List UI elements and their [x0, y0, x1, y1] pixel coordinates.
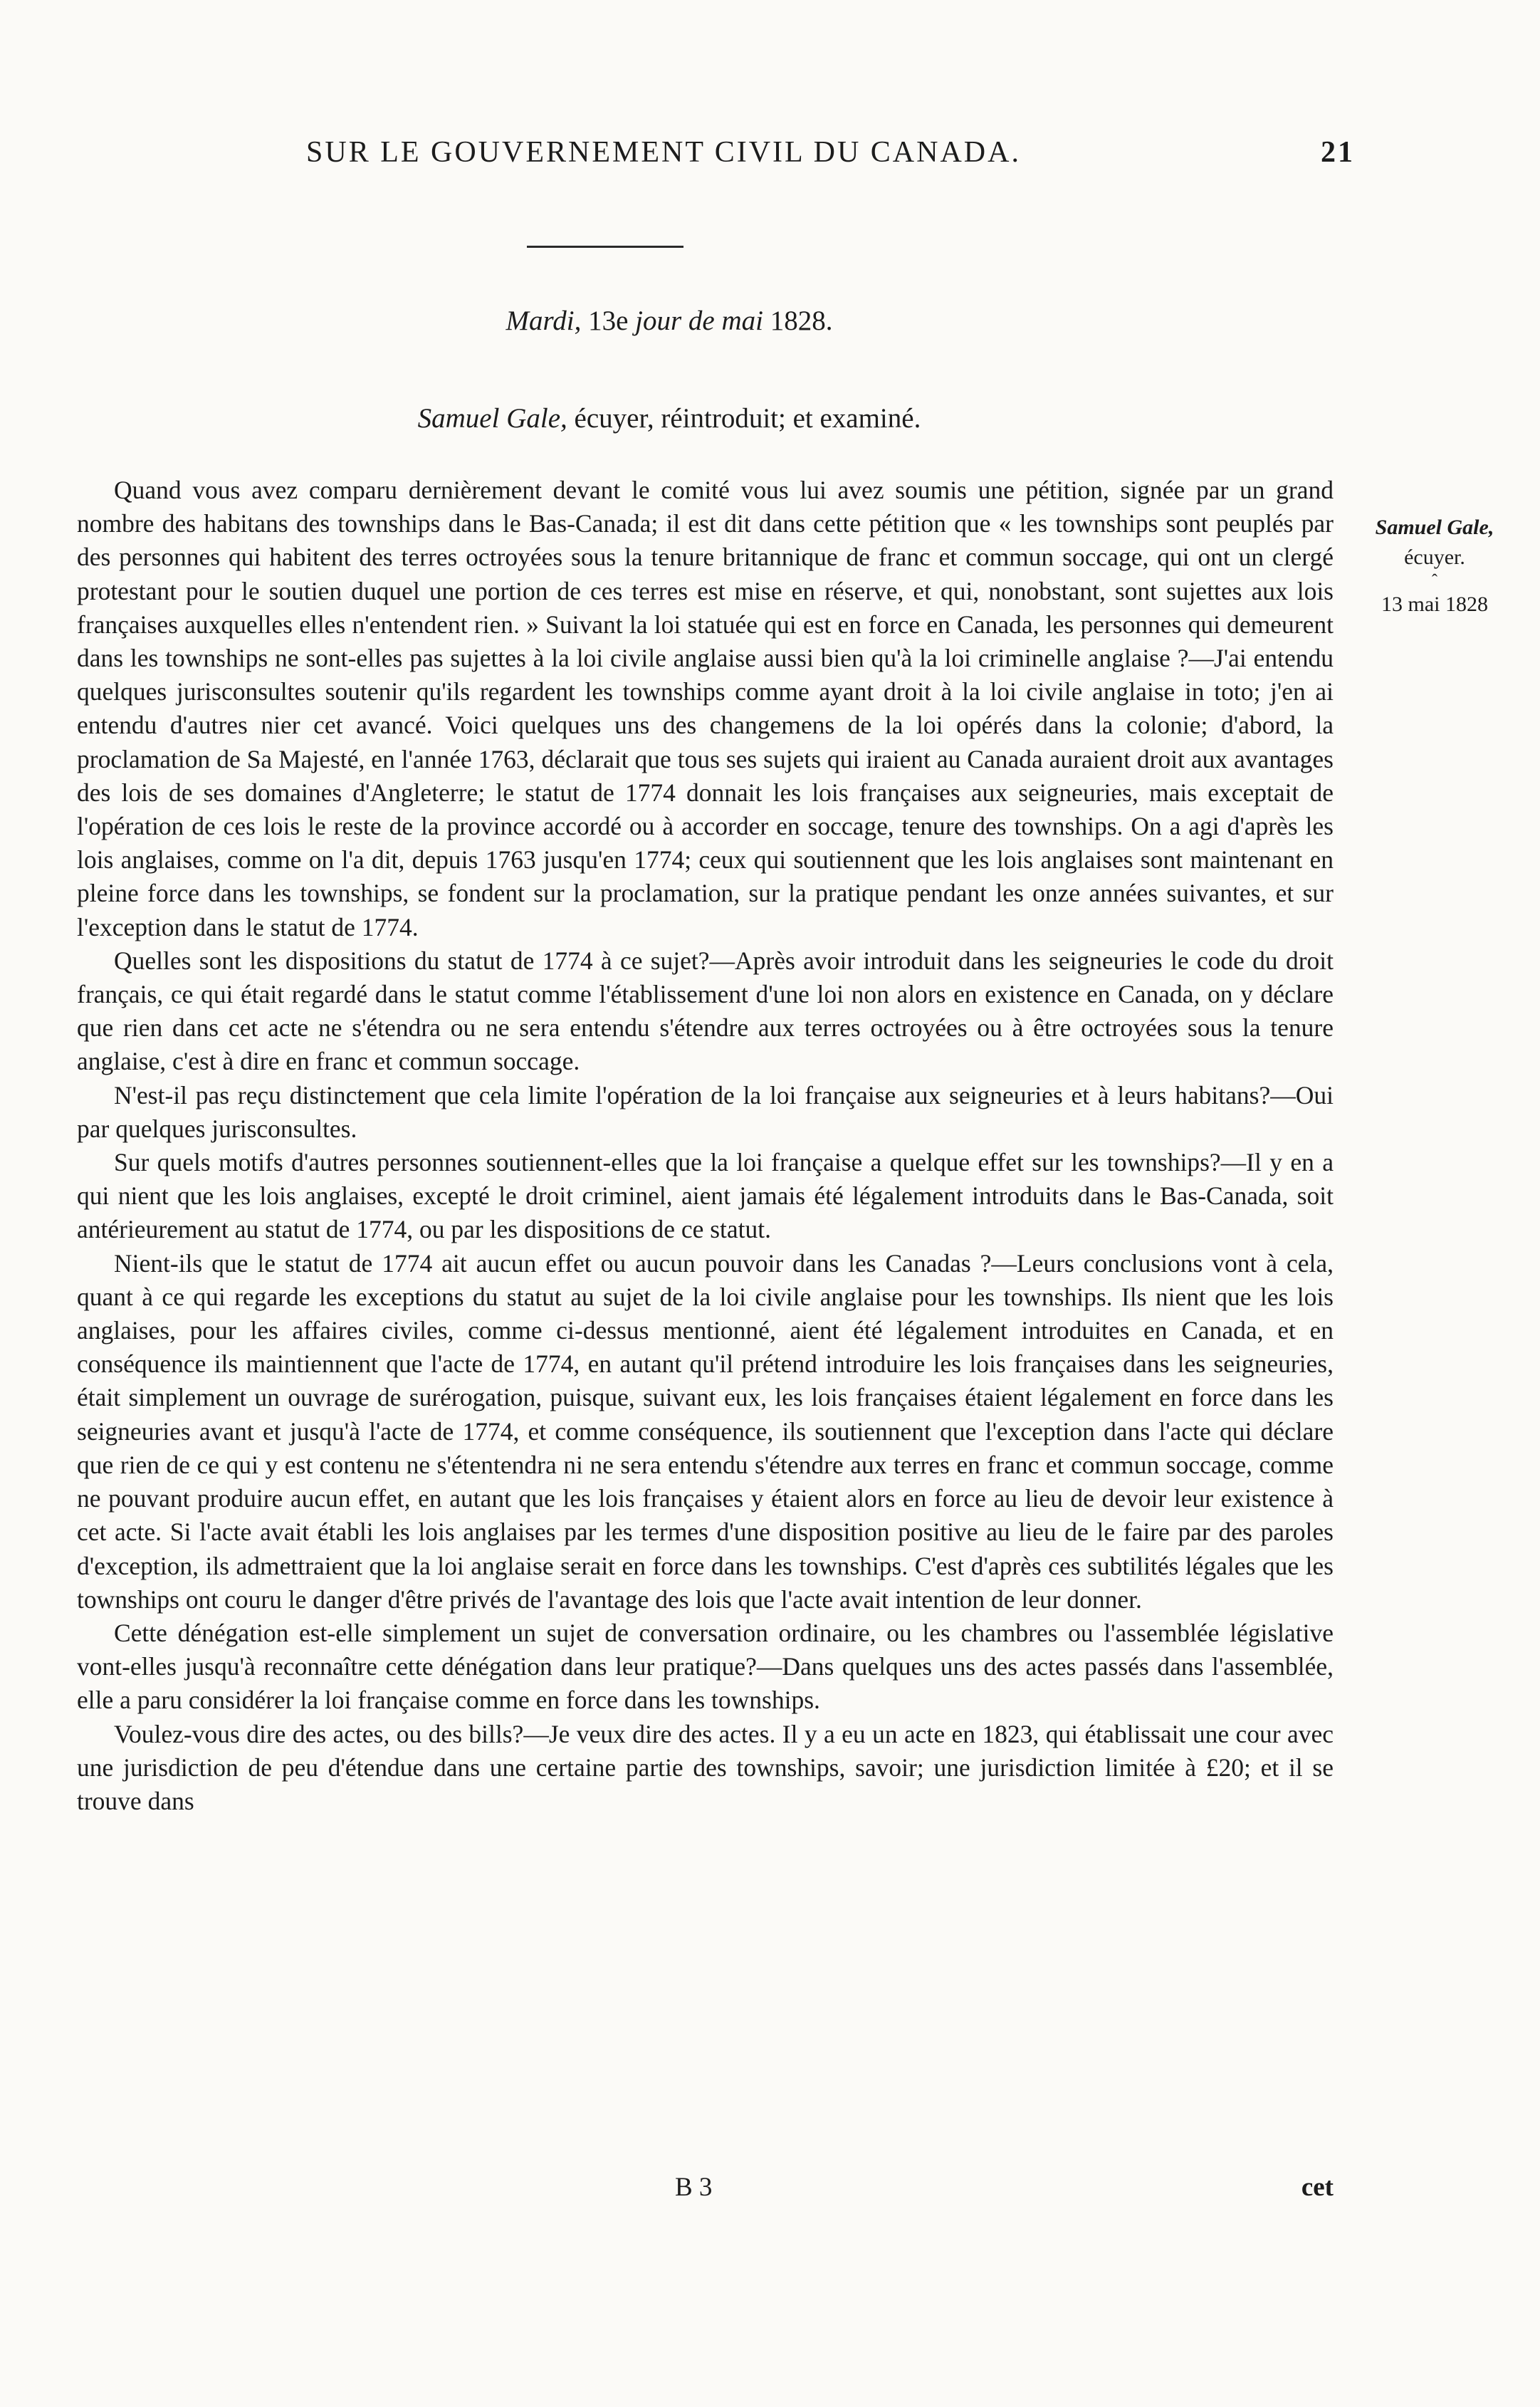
- witness-name: Samuel Gale,: [417, 403, 567, 434]
- page-number: 21: [1321, 136, 1355, 169]
- date-rest: jour de mai: [635, 306, 763, 336]
- witness-rest: écuyer, réintroduit; et examiné.: [574, 403, 921, 434]
- running-title: SUR LE GOUVERNEMENT CIVIL DU CANADA.: [306, 136, 1021, 169]
- date-ordinal: 13e: [588, 306, 629, 336]
- paragraph: Nient-ils que le statut de 1774 ait aucun effet ou aucun pouvoir dans les Canadas ?—Leurs conclusions vont à cela, quant à ce qui regarde les exceptions du statut au sujet de la loi civile anglaise pour les townships. Ils nient que les lois anglaises, pour les affaires civiles, comme ci-dessus mentionné, aient été légalement introduites en Canada, et en conséquence ils maintiennent que l'acte de 1774, en autant qu'il prétend introduire les lois françaises dans les seigneuries, était simplement un ouvrage de surérogation, puisque, suivant eux, les lois françaises étaient légalement en force dans les seigneuries avant et jusqu'à l'acte de 1774, et comme conséquence, ils soutiennent que l'exception dans l'acte qui déclare que rien de ce qui y est contenu ne s'étentendra ni ne sera entendu s'étendre aux terres en franc et commun soccage, comme ne pouvant produire aucun effet, en autant que les lois françaises y étaient alors en force au lieu de devoir leur existence à cet acte. Si l'acte avait établi les lois anglaises par les termes d'une disposition positive au lieu de le faire par des paroles d'exception, ils admettraient que la loi anglaise serait en force dans les townships. C'est d'après ces subtilités légales que les townships ont couru le danger d'être privés de l'avantage des lois que l'acte avait intention de leur donner.: [77, 1248, 1334, 1614]
- paragraph: N'est-il pas reçu distinctement que cela limite l'opération de la loi française aux seigneuries et à leurs habitans?—Oui par quelques jurisconsultes.: [77, 1080, 1334, 1143]
- caret-mark: ˆ: [1432, 572, 1437, 590]
- paragraph: Voulez-vous dire des actes, ou des bills?—Je veux dire des actes. Il y a eu un acte en 1823, qui établissait une cour avec une jurisdiction de peu d'étendue dans une certaine partie des townships, savoir; une jurisdiction limitée à £20; et il se trouve dans: [77, 1719, 1334, 1815]
- body-text: [77, 474, 1334, 1818]
- separator-rule: [527, 246, 683, 248]
- signature-mark: B 3: [675, 2173, 713, 2202]
- marginal-title: écuyer.: [1404, 545, 1465, 569]
- date-year: 1828.: [770, 306, 833, 336]
- paragraph: Sur quels motifs d'autres personnes soutiennent-elles que la loi française a quelque effet sur les townships?—Il y en a qui nient que les lois anglaises, excepté le droit criminel, aient jamais été légalement introduits dans le Bas-Canada, soit antérieurement au statut de 1774, ou par les dispositions de ce statut.: [77, 1148, 1334, 1244]
- page-footer: [77, 2172, 1334, 2208]
- paragraph: Quand vous avez comparu dernièrement devant le comité vous lui avez soumis une pétition, signée par un grand nombre des habitans des townships dans le Bas-Canada; il est dit dans cette pétition que « les townships sont peuplés par des personnes qui habitent des terres octroyées sous la tenure britannique de franc et commun soccage, qui ont un clergé protestant pour le soutien duquel une portion de ces terres est mise en réserve, et qui, nonobstant, sont sujettes aux lois françaises auxquelles elles n'entendent rien. » Suivant la loi statuée qui est en force en Canada, les personnes qui demeurent dans les townships ne sont-elles pas sujettes à la loi civile anglaise aussi bien qu'à la loi criminelle anglaise ?—J'ai entendu quelques jurisconsultes soutenir qu'ils regardent les townships comme ayant droit à la loi civile anglaise in toto; j'en ai entendu d'autres nier cet avancé. Voici quelques uns des changemens de la loi opérés dans la colonie; d'abord, la proclamation de Sa Majesté, en l'année 1763, déclarait que tous ses sujets qui iraient au Canada auraient droit aux avantages des lois de ses domaines d'Angleterre; le statut de 1774 donnait les lois françaises aux seigneuries, mais exceptait de l'opération de ces lois le reste de la province accordé ou à accorder en soccage, tenure des townships. On a agi d'après les lois anglaises, comme on l'a dit, depuis 1763 jusqu'en 1774; ceux qui soutiennent que les lois anglaises sont maintenant en pleine force dans les townships, se fondent sur la proclamation, sur la pratique pendant les onze années suivantes, et sur l'exception dans le statut de 1774.: [77, 476, 1334, 941]
- witness-heading: [0, 402, 1339, 434]
- marginal-date: 13 mai 1828: [1381, 592, 1488, 616]
- paragraph: Quelles sont les dispositions du statut de 1774 à ce sujet?—Après avoir introduit dans les seigneuries le code du droit français, ce qui était regardé dans le statut comme l'établissement d'une loi non alors en existence en Canada, on y déclare que rien dans cet acte ne s'étendra ou ne sera entendu s'étendre aux terres octroyées ou à être octroyées sous la tenure anglaise, c'est à dire en franc et commun soccage.: [77, 946, 1334, 1076]
- date-day: Mardi,: [506, 306, 582, 336]
- catchword: cet: [1301, 2173, 1334, 2202]
- paragraph: Cette dénégation est-elle simplement un sujet de conversation ordinaire, ou les chambres ou l'assemblée législative vont-elles jusqu'à reconnaître cette dénégation dans leur pratique?—Dans quelques uns des actes passés dans l'assemblée, elle a paru considérer la loi française comme en force dans les townships.: [77, 1618, 1334, 1715]
- marginal-name: Samuel Gale,: [1375, 516, 1494, 539]
- marginal-note: [1342, 513, 1527, 620]
- date-heading: [0, 305, 1339, 337]
